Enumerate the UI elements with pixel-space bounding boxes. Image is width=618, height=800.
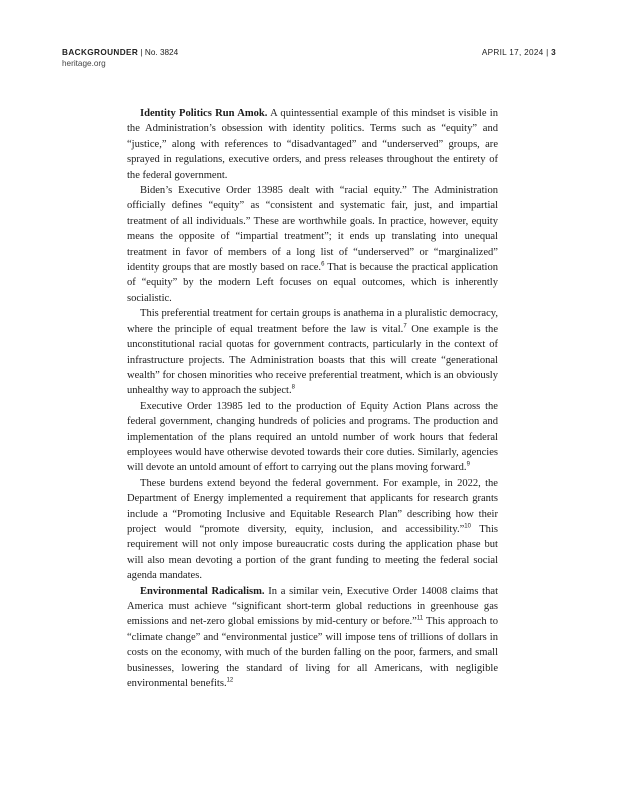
- footnote-ref-9[interactable]: 9: [466, 461, 470, 468]
- paragraph-text: In a similar vein, Executive Order 14008 claims that America must achieve “significant short-term global reductions in greenhouse gas emissions and net-zero global emissions by mid-century or before.”: [127, 585, 498, 628]
- paragraph-text: This preferential treatment for certain groups is anathema in a pluralistic democracy, where the principle of equal treatment before the law is vital.: [127, 308, 498, 335]
- paragraph-equity-action-plans: [127, 399, 498, 476]
- publication-date: APRIL 17, 2024: [481, 48, 544, 57]
- paragraph-identity-politics: [127, 106, 498, 183]
- paragraph-text-tail: That is because the practical application of “equity” by the modern Left focuses on equal outcomes, which is inherently socialistic.: [127, 262, 498, 304]
- footnote-ref-10[interactable]: 10: [464, 523, 471, 530]
- article-body: [127, 106, 498, 691]
- site-link[interactable]: heritage.org: [62, 59, 106, 68]
- header-left: [62, 47, 178, 69]
- paragraph-burdens: [127, 476, 498, 584]
- paragraph-environmental-radicalism: [127, 584, 498, 692]
- footnote-ref-8[interactable]: 8: [291, 384, 295, 391]
- publication-name: BACKGROUNDER: [62, 48, 139, 57]
- section-heading-environmental-radicalism: Environmental Radicalism.: [140, 585, 265, 597]
- paragraph-executive-order-13985: [127, 183, 498, 306]
- paragraph-preferential-treatment: [127, 306, 498, 398]
- paragraph-text-tail: This requirement will not only impose bureaucratic costs during the application phase but will also mean devoting a portion of the grant funding to meeting the federal social agenda mandates.: [127, 523, 498, 582]
- footnote-ref-12[interactable]: 12: [226, 677, 234, 684]
- page-number: 3: [551, 48, 556, 57]
- paragraph-text: Executive Order 13985 led to the production of Equity Action Plans across the federal government, changing hundreds of policies and programs. The production and implementation of the plans required an untold number of work hours that federal employees would have otherwise devoted towards their core duties. Similarly, agencies will devote an untold amount of effort to carrying out the plans moving forward.: [127, 400, 498, 474]
- header-right: [482, 47, 556, 58]
- footnote-ref-7[interactable]: 7: [403, 323, 407, 330]
- section-heading-identity-politics: Identity Politics Run Amok.: [140, 108, 268, 119]
- header-separator-right: |: [546, 48, 549, 57]
- header-separator: |: [140, 48, 143, 57]
- footnote-ref-11[interactable]: 11: [416, 615, 424, 622]
- paragraph-text: A quintessential example of this mindset is visible in the Administration’s obsession with identity politics. Terms such as “equity” and “justice,” along with references to “disadvantaged” and “underserved” groups, are sprayed in regulations, executive orders, and press releases throughout the entirety of the federal government.: [127, 108, 499, 181]
- publication-number: No. 3824: [144, 48, 179, 57]
- paragraph-text: These burdens extend beyond the federal government. For example, in 2022, the Department of Energy implemented a requirement that applicants for research grants include a “Promoting Inclusive and Equitable Research Plan” describing how their project would “promote diversity, equity, inclusion, and accessibility.”: [127, 477, 498, 535]
- paragraph-text: Biden’s Executive Order 13985 dealt with “racial equity.” The Administration officially defines “equity” as “consistent and systematic fair, just, and impartial treatment of all individuals.” These are worthwhile goals. In practice, however, equity means the opposite of “impartial treatment”; it ends up translating into unequal treatment in favor of members of a long list of “underserved” or “marginalized” identity groups that are mostly based on race.: [127, 185, 498, 274]
- paragraph-text-tail: This approach to “climate change” and “environmental justice” will impose tens of trillions of dollars in costs on the economy, with much of the burden falling on the poor, farmers, and small businesses, lowering the standard of living for all Americans, with negligible environmental benefits.: [127, 616, 498, 690]
- footnote-ref-6[interactable]: 6: [321, 261, 325, 268]
- paragraph-text-tail: One example is the unconstitutional racial quotas for government contracts, particularly in the context of infrastructure projects. The Administration boasts that this will create “generational wealth” for chosen minorities who receive preferential treatment, which is an obviously unhealthy way to approach the subject.: [127, 323, 498, 397]
